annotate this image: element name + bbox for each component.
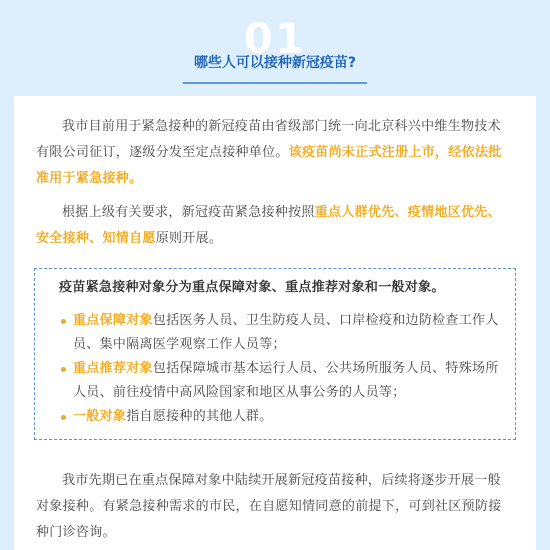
category-label: 一般对象 (73, 409, 127, 424)
box-heading: 疫苗紧急接种对象分为重点保障对象、重点推荐对象和一般对象。 (59, 280, 445, 295)
recipient-categories-box (34, 268, 516, 440)
bullet-dot-icon (61, 367, 66, 372)
category-label: 重点推荐对象 (73, 361, 153, 376)
paragraph-vaccine-source (36, 114, 514, 192)
category-label: 重点保障对象 (73, 313, 153, 328)
section-header (0, 0, 550, 92)
list-item (45, 405, 507, 429)
principles-highlight: 重点人群优先、疫情地区优先、安全接种、知情自愿 (36, 205, 501, 246)
paragraph-text: 原则开展。 (155, 231, 223, 246)
section-title: 哪些人可以接种新冠疫苗? (193, 55, 357, 71)
bullet-dot-icon (61, 319, 66, 324)
list-item (45, 309, 507, 357)
title-underline (183, 82, 367, 84)
category-text: 指自愿接种的其他人群。 (126, 409, 273, 424)
paragraph-text: 我市目前用于紧急接种的新冠疫苗由省级部门统一向北京科兴中维生物技术有限公司征订，逐级分发至定点接种单位。 (36, 119, 501, 160)
paragraph-text: 根据上级有关要求，新冠疫苗紧急接种按照 (62, 205, 315, 220)
section-number: 01 (243, 14, 307, 63)
category-text: 包括医务人员、卫生防疫人员、口岸检疫和边防检查工作人员、集中隔离医学观察工作人员等； (73, 313, 499, 352)
content-card (14, 96, 536, 550)
paragraph-principles (36, 200, 514, 252)
category-text: 包括保障城市基本运行人员、公共场所服务人员、特殊场所人员、前往疫情中高风险国家和地区从事公务的人员等； (73, 361, 499, 400)
bullet-dot-icon (61, 415, 66, 420)
paragraph-highlight: 该疫苗尚未正式注册上市，经依法批准用于紧急接种。 (36, 145, 502, 186)
paragraph-progress: 我市先期已在重点保障对象中陆续开展新冠疫苗接种，后续将逐步开展一般对象接种。有紧急接种需求的市民，在自愿知情同意的前提下，可到社区预防接种门诊咨询。 (36, 473, 502, 540)
list-item (45, 357, 507, 405)
